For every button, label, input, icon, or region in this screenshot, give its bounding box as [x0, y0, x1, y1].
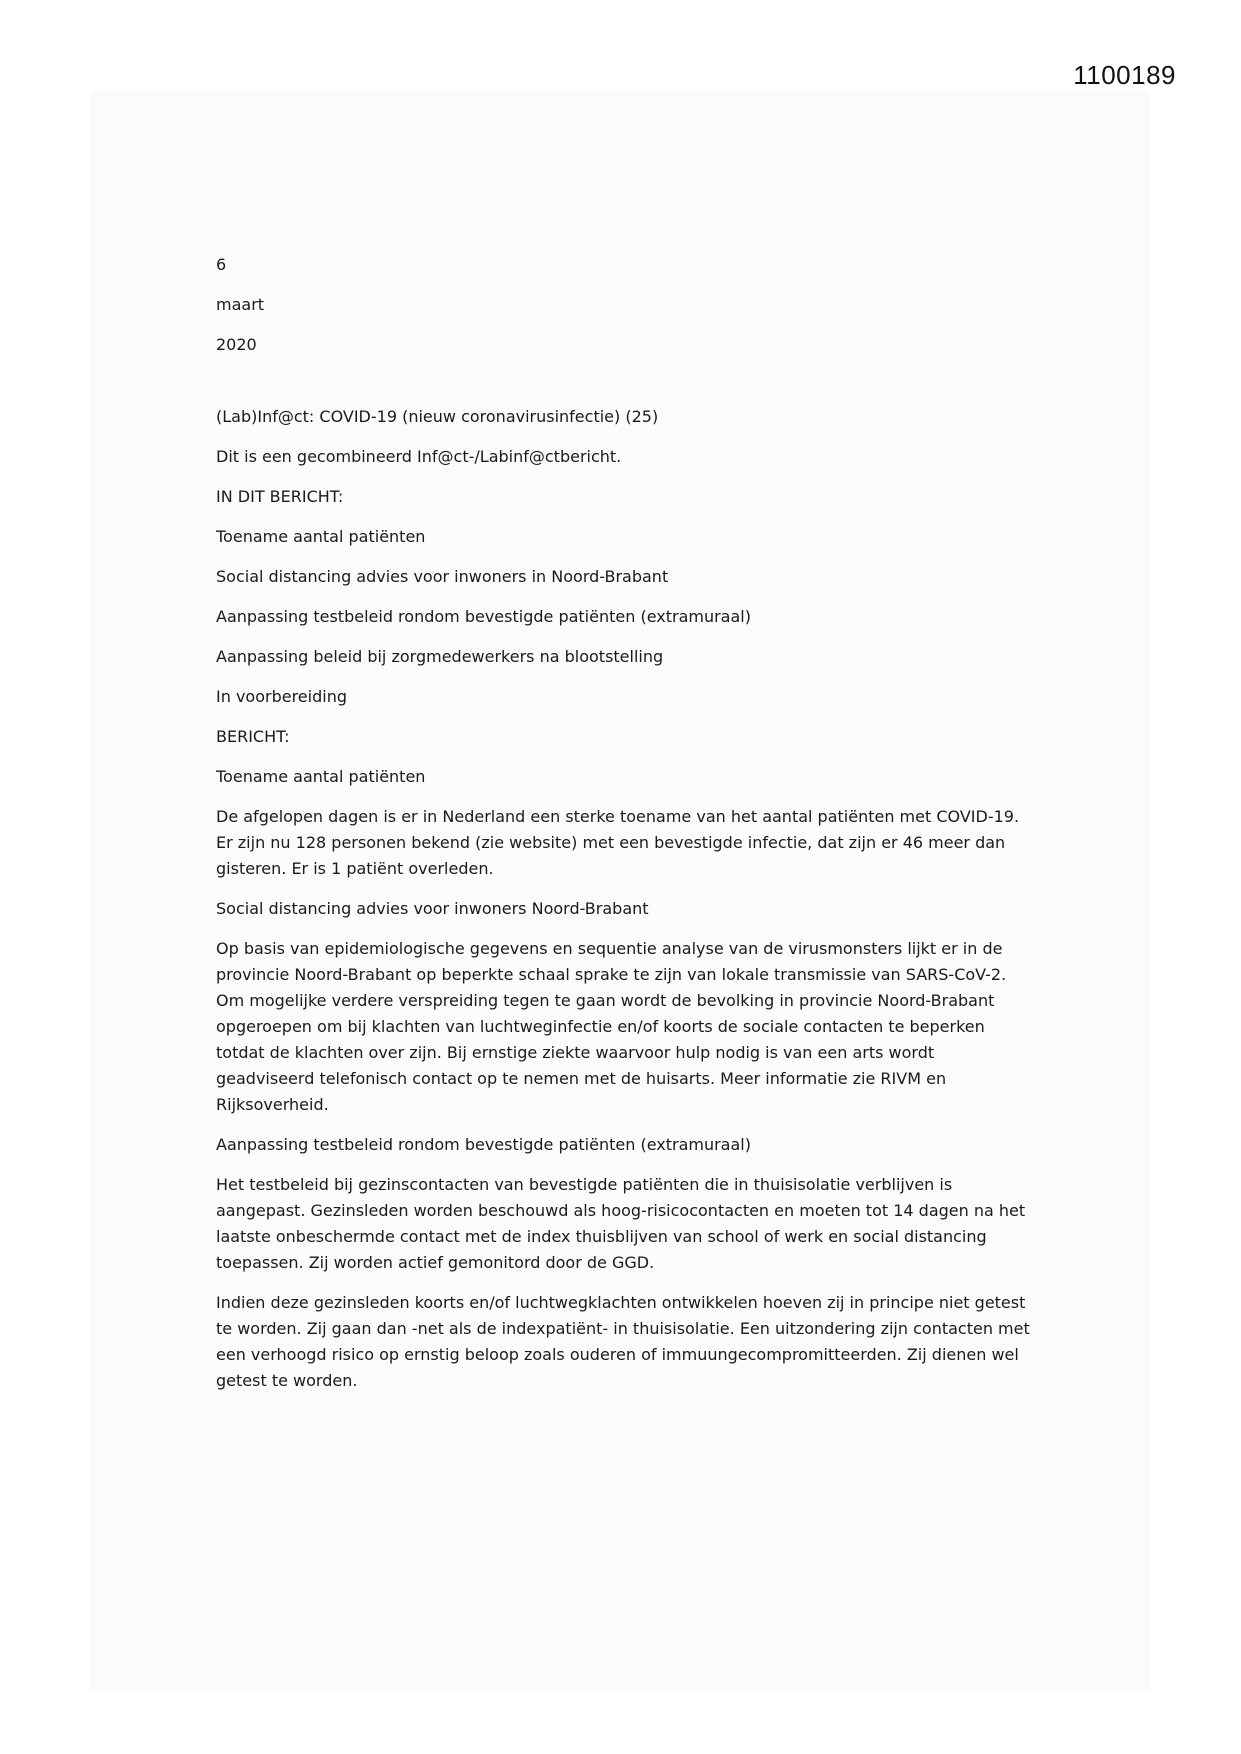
section-paragraph: Op basis van epidemiologische gegevens en sequentie analyse van de virusmonsters lijkt er in de provincie Noord-Brabant op beperkte schaal sprake te zijn van lokale transmissie van SARS-CoV-2. Om mogelijke verdere verspreiding tegen te gaan wordt de bevolking in provincie Noord-Brabant opgeroepen om bij klachten van luchtweginfectie en/of koorts de sociale contacten te beperken totdat de klachten over zijn. Bij ernstige ziekte waarvoor hulp nodig is van een arts wordt geadviseerd telefonisch contact op te nemen met de huisarts. Meer informatie zie RIVM en Rijksoverheid.: [216, 939, 1007, 1114]
section-patient-increase: [216, 764, 1036, 882]
section-social-distancing: [216, 896, 1036, 1118]
section-paragraph: Het testbeleid bij gezinscontacten van bevestigde patiënten die in thuisisolatie verblijven is aangepast. Gezinsleden worden beschouwd als hoog-risicocontacten en moeten tot 14 dagen na het laatste onbeschermde contact met de index thuisblijven van school of werk en social distancing toepassen. Zij worden actief gemonitord door de GGD.: [216, 1175, 1026, 1272]
section-paragraph: De afgelopen dagen is er in Nederland een sterke toename van het aantal patiënten met COVID-19. Er zijn nu 128 personen bekend (zie website) met een bevestigde infectie, dat zijn er 46 meer dan gisteren. Er is 1 patiënt overleden.: [216, 807, 1020, 878]
message-heading: BERICHT:: [216, 727, 290, 746]
section-heading: Social distancing advies voor inwoners Noord-Brabant: [216, 899, 649, 918]
toc-item: Toename aantal patiënten: [216, 527, 426, 546]
date-day: 6: [216, 255, 227, 274]
toc-item: Social distancing advies voor inwoners in Noord-Brabant: [216, 567, 669, 586]
section-paragraph: Indien deze gezinsleden koorts en/of luchtwegklachten ontwikkelen hoeven zij in principe niet getest te worden. Zij gaan dan -net als de indexpatiënt- in thuisisolatie. Een uitzondering zijn contacten met een verhoogd risico op ernstig beloop zoals ouderen of immuungecompromitteerden. Zij dienen wel getest te worden.: [216, 1293, 1030, 1390]
toc-item: Aanpassing beleid bij zorgmedewerkers na blootstelling: [216, 647, 664, 666]
section-heading: Toename aantal patiënten: [216, 767, 426, 786]
intro-text: Dit is een gecombineerd Inf@ct-/Labinf@ctbericht.: [216, 447, 622, 466]
toc-item: Aanpassing testbeleid rondom bevestigde patiënten (extramuraal): [216, 607, 751, 626]
date-month: maart: [216, 295, 265, 314]
section-testing-policy: [216, 1132, 1036, 1394]
toc-list: [216, 524, 1036, 710]
document-body: [216, 252, 1036, 1408]
toc-item: In voorbereiding: [216, 687, 347, 706]
document-title: (Lab)Inf@ct: COVID-19 (nieuw coronavirusinfectie) (25): [216, 407, 659, 426]
document-id: 1100189: [1073, 60, 1176, 90]
date-year: 2020: [216, 335, 257, 354]
section-heading: Aanpassing testbeleid rondom bevestigde patiënten (extramuraal): [216, 1135, 751, 1154]
date-block: [216, 252, 1036, 358]
toc-heading: IN DIT BERICHT:: [216, 487, 344, 506]
